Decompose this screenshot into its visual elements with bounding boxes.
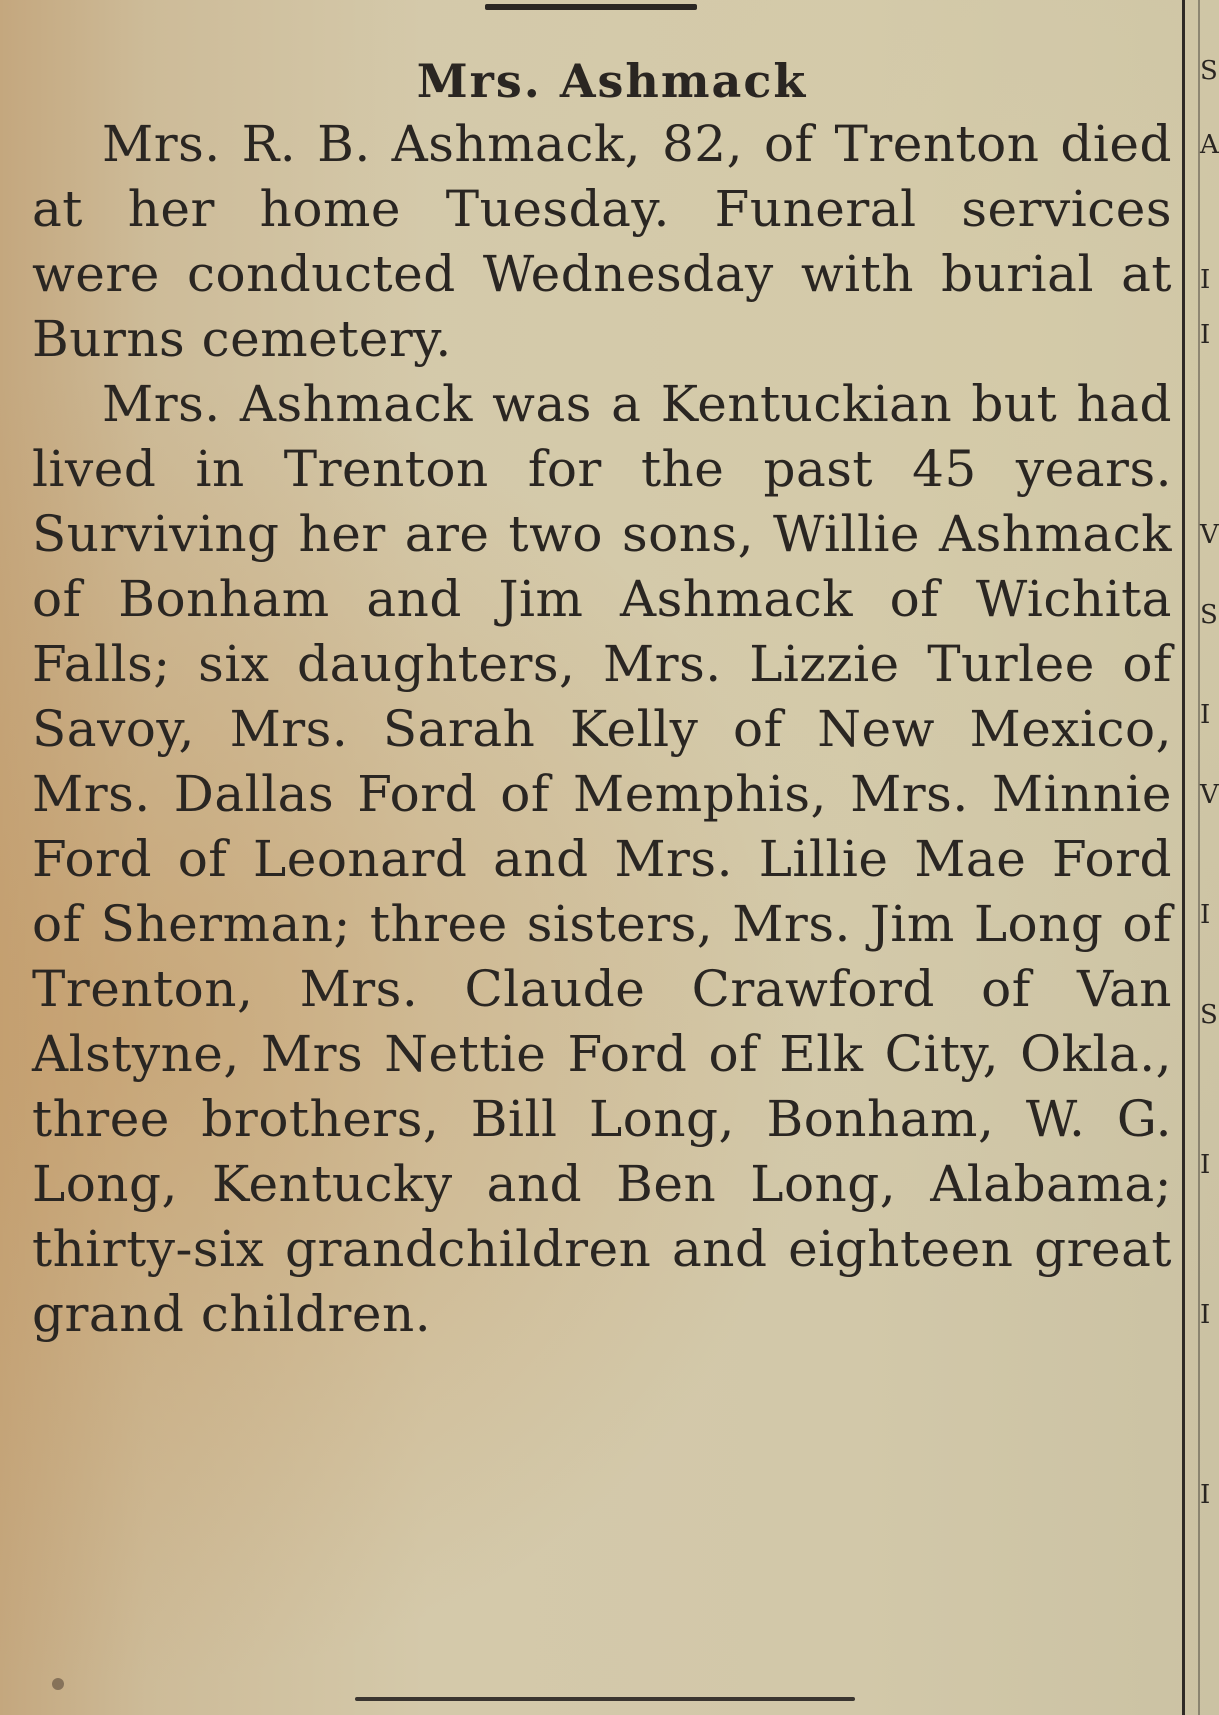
neighbor-fragment: I <box>1200 900 1211 930</box>
neighbor-fragment: S <box>1200 56 1218 86</box>
neighbor-column-strip <box>1190 0 1219 1715</box>
obituary-article <box>32 46 1172 1686</box>
neighbor-fragment: I <box>1200 1150 1211 1180</box>
neighbor-fragment: I <box>1200 1300 1211 1330</box>
neighbor-fragment: V <box>1200 780 1219 810</box>
paragraph-2: Mrs. Ashmack was a Kentuckian but had lived in Trenton for the past 45 years. Surviving her are two sons, Willie Ashmack of Bonham and Jim Ashmack of Wichita Falls; six daughters, Mrs. Lizzie Turlee of Savoy, Mrs. Sarah Kelly of New Mexico, Mrs. Dallas Ford of Memphis, Mrs. Minnie Ford of Leonard and Mrs. Lillie Mae Ford of Sherman; three sisters, Mrs. Jim Long of Trenton, Mrs. Claude Crawford of Van Alstyne, Mrs Nettie Ford of Elk City, Okla., three brothers, Bill Long, Bonham, W. G. Long, Kentucky and Ben Long, Alabama; thirty-six grandchildren and eighteen great grand children. <box>32 375 1172 1343</box>
neighbor-fragment: A <box>1200 130 1219 160</box>
neighbor-fragment: S <box>1200 1000 1218 1030</box>
neighbor-fragment: I <box>1200 1480 1211 1510</box>
paragraph-1: Mrs. R. B. Ashmack, 82, of Trenton died at her home Tuesday. Funeral services were conducted Wednesday with burial at Burns cemetery. <box>32 115 1172 368</box>
neighbor-fragment: V <box>1200 520 1219 550</box>
ink-blot <box>52 1678 64 1690</box>
column-divider <box>1182 0 1185 1715</box>
neighbor-fragment: I <box>1200 320 1211 350</box>
bottom-rule <box>355 1697 855 1701</box>
top-rule <box>485 4 697 10</box>
neighbor-fragment: I <box>1200 700 1211 730</box>
neighbor-fragment: S <box>1200 600 1218 630</box>
neighbor-fragment: I <box>1200 265 1211 295</box>
headline: Mrs. Ashmack <box>416 54 808 108</box>
